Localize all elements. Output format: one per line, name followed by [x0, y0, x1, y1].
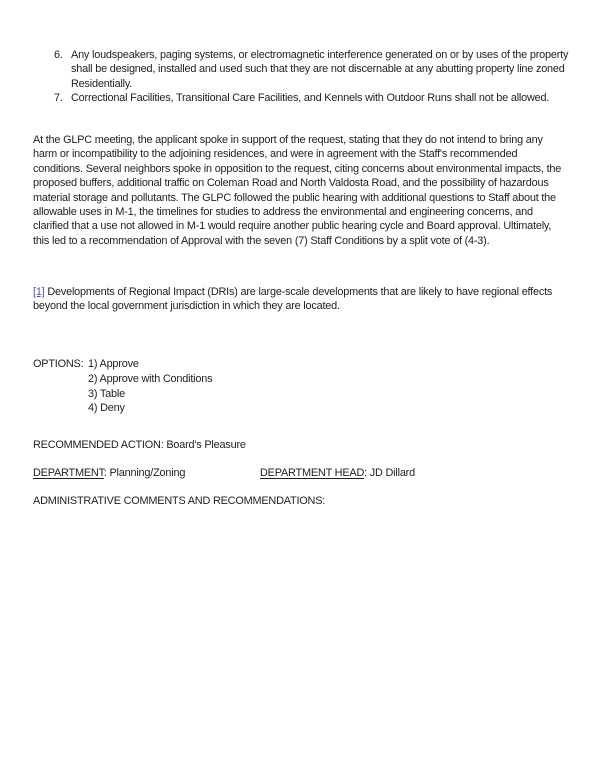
options-label: OPTIONS: [33, 358, 84, 370]
department-head-value: : JD Dillard [364, 467, 415, 479]
recommended-action-row [33, 438, 567, 452]
option-item-approve-with-conditions: 2) Approve with Conditions [88, 372, 213, 385]
department-head-label: DEPARTMENT HEAD [260, 467, 365, 479]
option-item-table: 3) Table [88, 387, 125, 400]
options-list [88, 357, 453, 416]
options-section [33, 357, 453, 416]
recommended-action-label: RECOMMENDED ACTION: [33, 439, 164, 451]
list-item-number: 6. [54, 49, 63, 61]
list-item [33, 91, 578, 105]
conditions-list [33, 48, 578, 106]
meeting-summary-paragraph: At the GLPC meeting, the applicant spoke in support of the request, stating that they do not intend to bring any harm or incompatibility to the adjoining residences, and were in agreement with the Staff's recommended conditions. Several neighbors spoke in opposition to the request, citing concerns about environmental impacts, the proposed buffers, additional traffic on Coleman Road and North Valdosta Road, and the possibility of hazardous material storage and pollutants. The GLPC followed the public hearing with additional questions to Staff about the allowable uses in M-1, the timelines for studies to address the environmental and engineering concerns, and clarified that a use not allowed in M-1 would require another public hearing cycle and Board approval. Ultimately, this led to a recommendation of Approval with the seven (7) Staff Conditions by a split vote of (4-3). [33, 134, 562, 247]
recommended-action-value: Board's Pleasure [163, 439, 246, 451]
department-head-group [260, 466, 415, 480]
list-item-number: 7. [54, 92, 63, 105]
list-item [33, 48, 578, 91]
footnote [33, 285, 567, 314]
department-group [33, 467, 185, 479]
footnote-reference-link[interactable]: [1] [33, 286, 45, 298]
footnote-text: Developments of Regional Impact (DRIs) are large-scale developments that are likely to have regional effects beyond the local government jurisdiction in which they are located. [33, 286, 553, 313]
department-row [33, 466, 567, 480]
list-item-text: Correctional Facilities, Transitional Care Facilities, and Kennels with Outdoor Runs shall not be allowed. [71, 92, 550, 105]
department-label: DEPARTMENT [33, 467, 104, 479]
option-item-deny: 4) Deny [88, 402, 125, 415]
option-item-approve: 1) Approve [88, 358, 139, 370]
list-item-text: Any loudspeakers, paging systems, or electromagnetic interference generated on or by uses of the property shall be designed, installed and used such that they are not discernable at any abutting property line zoned Residentially. [71, 49, 569, 90]
administrative-comments-heading: ADMINISTRATIVE COMMENTS AND RECOMMENDATIONS: [33, 495, 326, 507]
department-value: : Planning/Zoning [103, 467, 186, 479]
